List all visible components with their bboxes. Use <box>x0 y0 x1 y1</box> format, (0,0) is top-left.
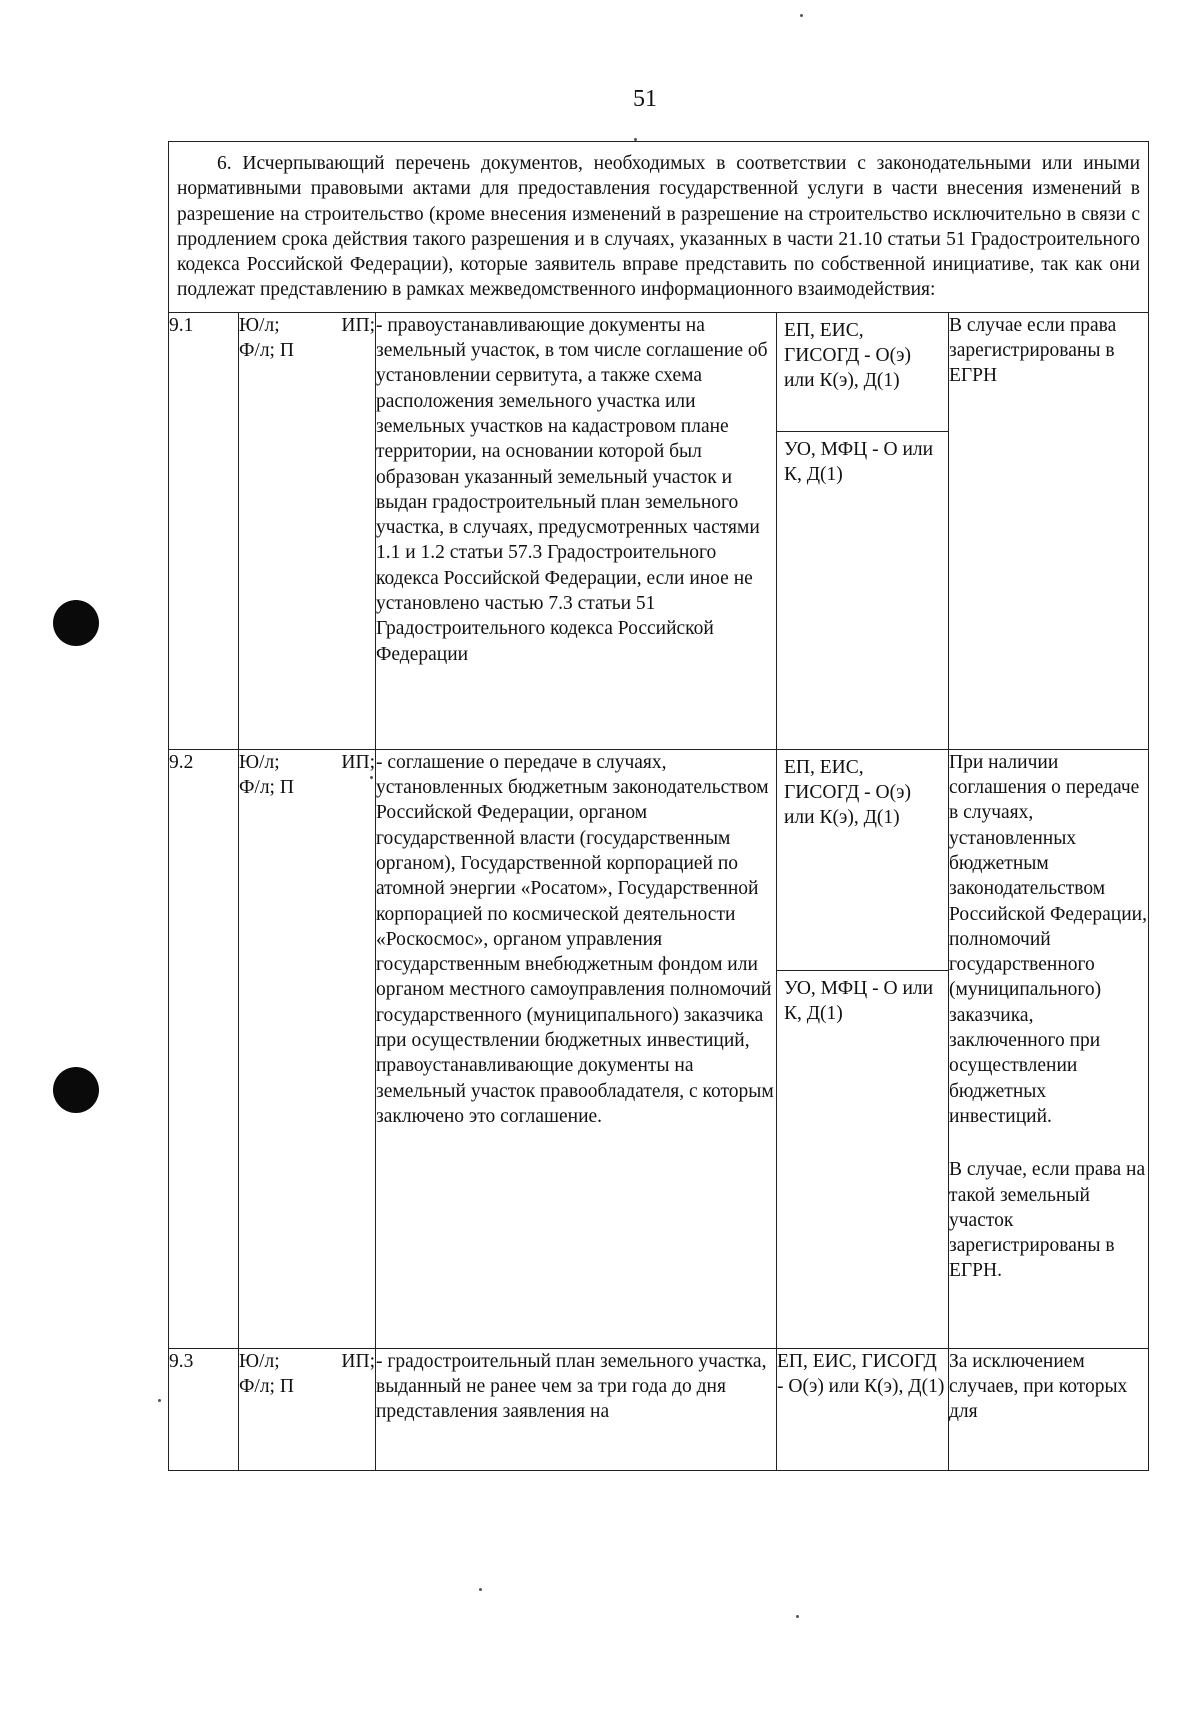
row-number: 9.3 <box>169 1348 239 1470</box>
channel-in-person: УО, МФЦ - О или К, Д(1) <box>784 438 934 486</box>
intro-cell <box>169 142 1149 313</box>
applicant-individual: Ф/л; П <box>239 340 294 362</box>
note-text: За исключением случаев, при которых для <box>949 1350 1128 1423</box>
page-number: 51 <box>633 86 657 112</box>
document-description: - градостроительный план земельного участка, выданный не ранее чем за три года до дня представления заявления на <box>376 1348 777 1470</box>
submission-channels <box>777 1348 949 1470</box>
table-row <box>169 749 1149 1348</box>
note-cell <box>949 749 1149 1348</box>
channel-electronic: ЕП, ЕИС, ГИСОГД - О(э) или К(э), Д(1) <box>777 1350 945 1398</box>
row-number: 9.1 <box>169 312 239 749</box>
applicant-types <box>239 1348 376 1470</box>
applicant-types <box>239 749 376 1348</box>
channel-in-person: УО, МФЦ - О или К, Д(1) <box>784 977 934 1025</box>
scan-speck <box>796 1615 799 1618</box>
applicant-legal-entity: Ю/л; <box>239 751 280 773</box>
intro-row <box>169 142 1149 313</box>
applicant-entrepreneur: ИП; <box>341 1350 375 1372</box>
applicant-entrepreneur: ИП; <box>341 751 375 773</box>
applicant-entrepreneur: ИП; <box>341 314 375 336</box>
applicant-legal-entity: Ю/л; <box>239 1350 280 1372</box>
scan-speck <box>479 1588 482 1591</box>
note-text-secondary: В случае, если права на такой земельный участок зарегистрированы в ЕГРН. <box>949 1159 1146 1282</box>
applicant-individual: Ф/л; П <box>239 1376 294 1398</box>
document-description: - соглашение о передаче в случаях, установленных бюджетным законодательством Российской Федерации, органом государственной власти (государственным органом), Государственной корпорацией по атомной энергии «Росатом», Государственной корпорацией по космической деятельности «Роскосмос», органом управления государственным внебюджетным фондом или органом местного самоуправления полномочий государственного (муниципального) заказчика при осуществлении бюджетных инвестиций, правоустанавливающие документы на земельный участок правообладателя, с которым заключено это соглашение. <box>376 749 777 1348</box>
applicant-individual: Ф/л; П <box>239 777 294 799</box>
note-cell <box>949 312 1149 749</box>
submission-channels <box>777 312 949 749</box>
row-number: 9.2 <box>169 749 239 1348</box>
channel-electronic: ЕП, ЕИС, ГИСОГД - О(э) или К(э), Д(1) <box>777 313 948 432</box>
submission-channels <box>777 749 949 1348</box>
channel-electronic: ЕП, ЕИС, ГИСОГД - О(э) или К(э), Д(1) <box>777 750 948 971</box>
documents-table <box>168 141 1149 1471</box>
scan-speck <box>800 14 803 17</box>
scan-speck <box>158 1399 161 1402</box>
table-row <box>169 312 1149 749</box>
table-row <box>169 1348 1149 1470</box>
scan-speck <box>370 776 373 779</box>
scan-speck <box>634 138 637 141</box>
applicant-types <box>239 312 376 749</box>
intro-paragraph: 6. Исчерпывающий перечень документов, необходимых в соответствии с законодательными или иными нормативными правовыми актами для предоставления государственной услуги в части внесения изменений в разрешение на строительство (кроме внесения изменений в разрешение на строительство исключительно в связи с продлением срока действия такого разрешения и в случаях, указанных в части 21.10 статьи 51 Градостроительного кодекса Российской Федерации), которые заявитель вправе представить по собственной инициативе, так как они подлежат представлению в рамках межведомственного информационного взаимодействия: <box>177 153 1140 301</box>
note-text: В случае если права зарегистрированы в ЕГРН <box>949 314 1117 387</box>
note-text: При наличии соглашения о передаче в случаях, установленных бюджетным законодательством Российской Федерации, полномочий государственного (муниципального) заказчика, заключенного при осуществлении бюджетных инвестиций. <box>949 751 1147 1127</box>
punch-hole <box>53 600 99 646</box>
document-description: - правоустанавливающие документы на земельный участок, в том числе соглашение об установлении сервитута, а также схема расположения земельного участка или земельных участков на кадастровом плане территории, на основании которой был образован указанный земельный участок и выдан градостроительный план земельного участка, в случаях, предусмотренных частями 1.1 и 1.2 статьи 57.3 Градостроительного кодекса Российской Федерации, если иное не установлено частью 7.3 статьи 51 Градостроительного кодекса Российской Федерации <box>376 312 777 749</box>
punch-hole <box>53 1067 99 1113</box>
applicant-legal-entity: Ю/л; <box>239 314 280 336</box>
note-cell <box>949 1348 1149 1470</box>
